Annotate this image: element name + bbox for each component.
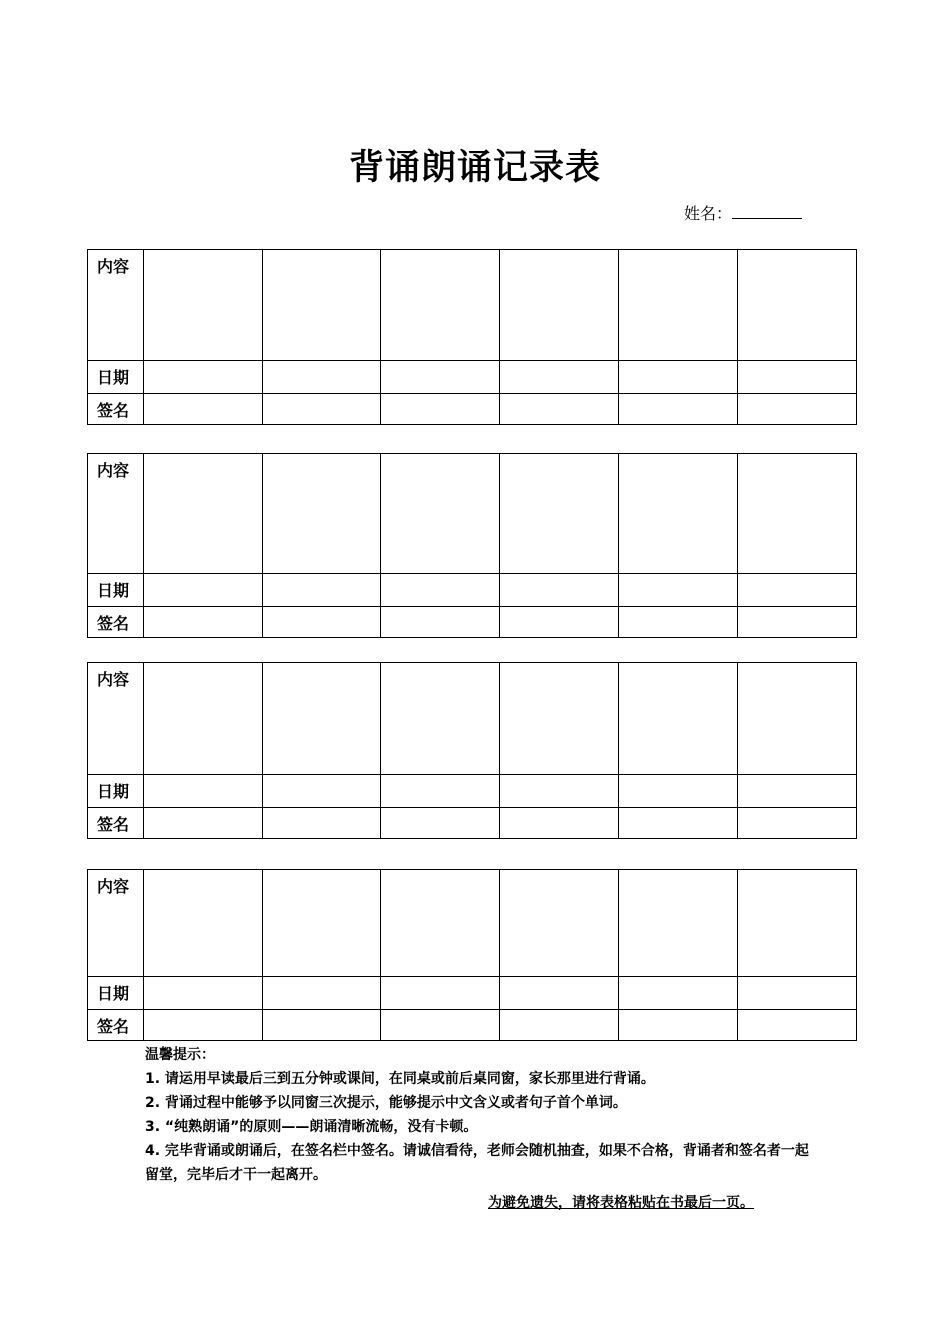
date-cell[interactable] [618,775,737,808]
record-table-2 [87,453,857,638]
date-cell[interactable] [737,775,856,808]
page-title: 背诵朗诵记录表 [348,148,601,188]
name-blank[interactable] [732,204,802,219]
sign-cell[interactable] [263,808,381,839]
content-cell[interactable] [144,663,263,775]
date-label: 日期 [88,977,144,1010]
sign-cell[interactable] [381,607,500,638]
content-row [88,250,857,361]
sign-label: 签名 [88,607,144,638]
tip-item-2: 2. 背诵过程中能够予以同窗三次提示，能够提示中文含义或者句子首个单词。 [145,1095,627,1111]
date-row [88,361,857,394]
tips-heading: 温馨提示： [145,1047,215,1063]
sign-cell[interactable] [618,808,737,839]
sign-cell[interactable] [144,1010,263,1041]
content-cell[interactable] [618,663,737,775]
date-cell[interactable] [381,574,500,607]
content-label: 内容 [88,250,144,361]
content-cell[interactable] [263,663,381,775]
sign-cell[interactable] [381,394,500,425]
footer-note: 为避免遗失，请将表格粘贴在书最后一页。 [488,1195,754,1211]
sign-cell[interactable] [144,394,263,425]
date-cell[interactable] [500,361,618,394]
content-cell[interactable] [381,870,500,977]
content-cell[interactable] [618,454,737,574]
date-cell[interactable] [381,775,500,808]
date-label: 日期 [88,361,144,394]
date-cell[interactable] [618,977,737,1010]
content-label: 内容 [88,454,144,574]
content-cell[interactable] [263,454,381,574]
name-field[interactable] [684,201,802,224]
sign-row [88,607,857,638]
record-table-1 [87,249,857,425]
date-cell[interactable] [263,574,381,607]
date-cell[interactable] [144,977,263,1010]
content-cell[interactable] [737,250,856,361]
sign-cell[interactable] [144,607,263,638]
sign-cell[interactable] [618,1010,737,1041]
tip-item-1: 1. 请运用早读最后三到五分钟或课间，在同桌或前后桌同窗，家长那里进行背诵。 [145,1071,655,1087]
content-cell[interactable] [144,870,263,977]
sign-label: 签名 [88,808,144,839]
date-cell[interactable] [263,977,381,1010]
sign-row [88,808,857,839]
sign-cell[interactable] [500,607,618,638]
date-row [88,574,857,607]
date-cell[interactable] [737,361,856,394]
sign-cell[interactable] [144,808,263,839]
date-cell[interactable] [618,574,737,607]
sign-cell[interactable] [618,394,737,425]
sign-cell[interactable] [500,808,618,839]
content-cell[interactable] [144,250,263,361]
sign-cell[interactable] [263,1010,381,1041]
sign-cell[interactable] [263,607,381,638]
content-cell[interactable] [500,250,618,361]
tip-item-3: 3. “纯熟朗诵”的原则——朗诵清晰流畅，没有卡顿。 [145,1119,478,1135]
content-cell[interactable] [737,663,856,775]
date-cell[interactable] [737,977,856,1010]
sign-cell[interactable] [381,808,500,839]
content-cell[interactable] [381,663,500,775]
content-cell[interactable] [737,454,856,574]
date-row [88,775,857,808]
date-cell[interactable] [381,977,500,1010]
date-label: 日期 [88,775,144,808]
date-label: 日期 [88,574,144,607]
sign-cell[interactable] [737,394,856,425]
date-cell[interactable] [144,775,263,808]
content-cell[interactable] [618,250,737,361]
sign-cell[interactable] [263,394,381,425]
content-row [88,663,857,775]
date-cell[interactable] [618,361,737,394]
sign-row [88,394,857,425]
content-cell[interactable] [263,250,381,361]
date-cell[interactable] [381,361,500,394]
date-cell[interactable] [500,574,618,607]
date-cell[interactable] [263,361,381,394]
content-cell[interactable] [381,250,500,361]
content-cell[interactable] [500,663,618,775]
content-row [88,454,857,574]
date-row [88,977,857,1010]
date-cell[interactable] [500,977,618,1010]
content-cell[interactable] [737,870,856,977]
sign-label: 签名 [88,394,144,425]
tip-item-4: 4. 完毕背诵或朗诵后，在签名栏中签名。请诚信看待，老师会随机抽查，如果不合格，背诵者和签名者一起留堂，完毕后才干一起离开。 [145,1143,809,1183]
sign-row [88,1010,857,1041]
content-label: 内容 [88,870,144,977]
record-table-4 [87,869,857,1041]
sign-cell[interactable] [500,394,618,425]
tips-section [145,1043,815,1187]
sign-cell[interactable] [737,607,856,638]
date-cell[interactable] [144,361,263,394]
sign-cell[interactable] [737,1010,856,1041]
date-cell[interactable] [263,775,381,808]
content-cell[interactable] [500,454,618,574]
name-label: 姓名： [684,204,733,223]
content-label: 内容 [88,663,144,775]
sign-cell[interactable] [381,1010,500,1041]
date-cell[interactable] [144,574,263,607]
content-cell[interactable] [381,454,500,574]
record-table-3 [87,662,857,839]
content-cell[interactable] [263,870,381,977]
date-cell[interactable] [737,574,856,607]
sign-cell[interactable] [618,607,737,638]
date-cell[interactable] [500,775,618,808]
content-cell[interactable] [144,454,263,574]
sign-cell[interactable] [737,808,856,839]
sign-cell[interactable] [500,1010,618,1041]
content-cell[interactable] [618,870,737,977]
content-cell[interactable] [500,870,618,977]
content-row [88,870,857,977]
sign-label: 签名 [88,1010,144,1041]
